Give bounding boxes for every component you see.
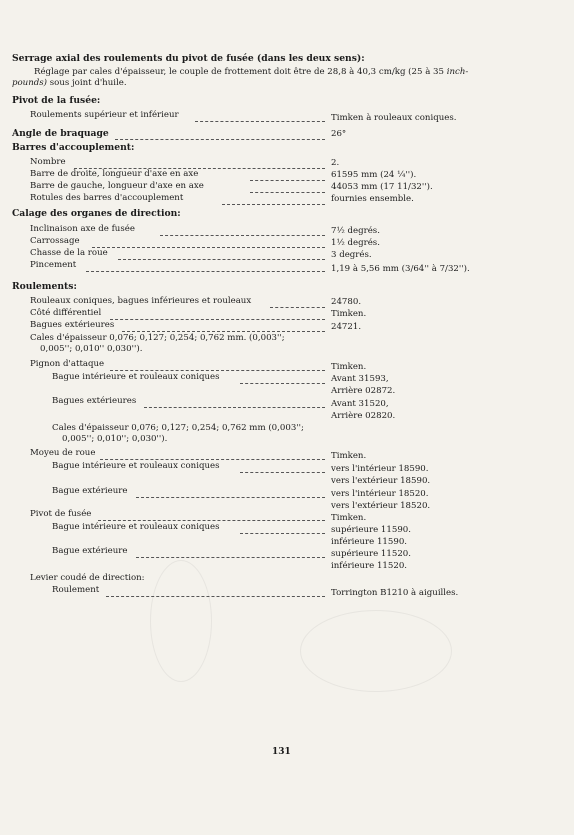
leader-dots — [144, 407, 325, 408]
pignon-label: Pignon d'attaque — [30, 359, 105, 369]
leader-dots — [136, 557, 325, 558]
pivot-fusee-label: Pivot de fusée — [30, 509, 92, 519]
angle-value: 26° — [331, 129, 347, 139]
calage-carrossage-value: 1½ degrés. — [331, 238, 380, 248]
pignon-bague-int-label: Bague intérieure et rouleaux coniques — [52, 372, 220, 382]
levier-heading: Levier coudé de direction: — [30, 573, 145, 583]
pivot-value: Timken à rouleaux coniques. — [331, 113, 457, 123]
calage-pincement-value: 1,19 à 5,56 mm (3/64'' à 7/32''). — [331, 264, 470, 274]
leader-dots — [270, 307, 325, 308]
leader-dots — [250, 192, 325, 193]
pivot-fusee-bague-int-value-1: supérieure 11590. — [331, 525, 412, 535]
leader-dots — [92, 247, 325, 248]
roul-coniques-label: Rouleaux coniques, bagues inférieures et rouleaux — [30, 296, 252, 306]
roul-cales-line-1: Cales d'épaisseur 0,076; 0,127; 0,254; 0,762 mm. (0,003''; — [30, 333, 285, 343]
leader-dots — [240, 383, 325, 384]
leader-dots — [100, 459, 325, 460]
moyeu-label: Moyeu de roue — [30, 448, 96, 458]
pignon-cales-line-1: Cales d'épaisseur 0,076; 0,127; 0,254; 0,762 mm (0,003''; — [52, 423, 304, 433]
moyeu-bague-ext-value-2: vers l'extérieur 18520. — [331, 501, 431, 511]
barres-gauche-value: 44053 mm (17 11/32''). — [331, 182, 433, 192]
pignon-cales-line-2: 0,005''; 0,010''; 0,030''). — [62, 434, 168, 444]
leader-dots — [110, 370, 325, 371]
calage-inclin-label: Inclinaison axe de fusée — [30, 224, 135, 234]
calage-carrossage-label: Carrossage — [30, 236, 80, 246]
barres-nombre-value: 2. — [331, 158, 340, 168]
pignon-bague-int-value-2: Arrière 02872. — [331, 386, 396, 396]
roul-bagues-ext-value: 24721. — [331, 322, 362, 332]
pignon-bagues-ext-label: Bagues extérieures — [52, 396, 137, 406]
roulements-heading: Roulements: — [12, 281, 77, 292]
leader-dots — [240, 533, 325, 534]
roul-cales-line-2: 0,005''; 0,010'' 0,030''). — [40, 344, 143, 354]
calage-chasse-label: Chasse de la roue — [30, 248, 108, 258]
barres-nombre-label: Nombre — [30, 157, 66, 167]
pivot-fusee-bague-ext-label: Bague extérieure — [52, 546, 128, 556]
leader-dots — [106, 596, 325, 597]
barres-rotules-value: fournies ensemble. — [331, 194, 414, 204]
pivot-fusee-value: Timken. — [331, 513, 367, 523]
levier-roulement-value: Torrington B1210 à aiguilles. — [331, 588, 459, 598]
leader-dots — [136, 497, 325, 498]
angle-heading: Angle de braquage — [12, 128, 109, 139]
moyeu-bague-int-value-2: vers l'extérieur 18590. — [331, 476, 431, 486]
leader-dots — [115, 139, 325, 140]
moyeu-bague-ext-label: Bague extérieure — [52, 486, 128, 496]
pignon-bague-int-value-1: Avant 31593, — [331, 374, 389, 384]
leader-dots — [86, 271, 325, 272]
pignon-bagues-ext-value-2: Arrière 02820. — [331, 411, 396, 421]
page-number: 131 — [272, 747, 291, 757]
leader-dots — [122, 331, 325, 332]
leader-dots — [110, 319, 325, 320]
barres-heading: Barres d'accouplement: — [12, 142, 135, 153]
barres-rotules-label: Rotules des barres d'accouplement — [30, 193, 184, 203]
calage-inclin-value: 7½ degrés. — [331, 226, 380, 236]
roul-diff-label: Côté différentiel — [30, 308, 102, 318]
leader-dots — [250, 180, 325, 181]
moyeu-bague-int-label: Bague intérieure et rouleaux coniques — [52, 461, 220, 471]
roul-coniques-value: 24780. — [331, 297, 362, 307]
moyeu-value: Timken. — [331, 451, 367, 461]
pivot-heading: Pivot de la fusée: — [12, 95, 101, 106]
roul-bagues-ext-label: Bagues extérieures — [30, 320, 115, 330]
barres-gauche-label: Barre de gauche, longueur d'axe en axe — [30, 181, 204, 191]
pivot-fusee-bague-ext-value-1: supérieure 11520. — [331, 549, 412, 559]
bleed-through-mark — [300, 610, 452, 692]
pivot-label: Roulements supérieur et inférieur — [30, 110, 179, 120]
pivot-fusee-bague-int-value-2: inférieure 11590. — [331, 537, 408, 547]
intro-line-2: pounds) sous joint d'huile. — [12, 78, 127, 88]
barres-droite-label: Barre de droite, longueur d'axe en axe — [30, 169, 199, 179]
leader-dots — [118, 259, 325, 260]
calage-pincement-label: Pincement — [30, 260, 77, 270]
leader-dots — [240, 472, 325, 473]
levier-roulement-label: Roulement — [52, 585, 100, 595]
pignon-bagues-ext-value-1: Avant 31520, — [331, 399, 389, 409]
section-title: Serrage axial des roulements du pivot de fusée (dans les deux sens): — [12, 53, 365, 64]
moyeu-bague-ext-value-1: vers l'intérieur 18520. — [331, 489, 429, 499]
roul-diff-value: Timken. — [331, 309, 367, 319]
leader-dots — [98, 520, 325, 521]
pivot-fusee-bague-ext-value-2: inférieure 11520. — [331, 561, 408, 571]
pivot-fusee-bague-int-label: Bague intérieure et rouleaux coniques — [52, 522, 220, 532]
barres-droite-value: 61595 mm (24 ¼''). — [331, 170, 417, 180]
moyeu-bague-int-value-1: vers l'intérieur 18590. — [331, 464, 429, 474]
bleed-through-mark — [150, 560, 212, 682]
leader-dots — [222, 204, 325, 205]
pignon-value: Timken. — [331, 362, 367, 372]
intro-line-1: Réglage par cales d'épaisseur, le couple de frottement doit être de 28,8 à 40,3 cm/kg (25 à 35 inch- — [34, 67, 469, 77]
leader-dots — [195, 121, 325, 122]
calage-chasse-value: 3 degrés. — [331, 250, 372, 260]
calage-heading: Calage des organes de direction: — [12, 208, 181, 219]
leader-dots — [160, 235, 325, 236]
